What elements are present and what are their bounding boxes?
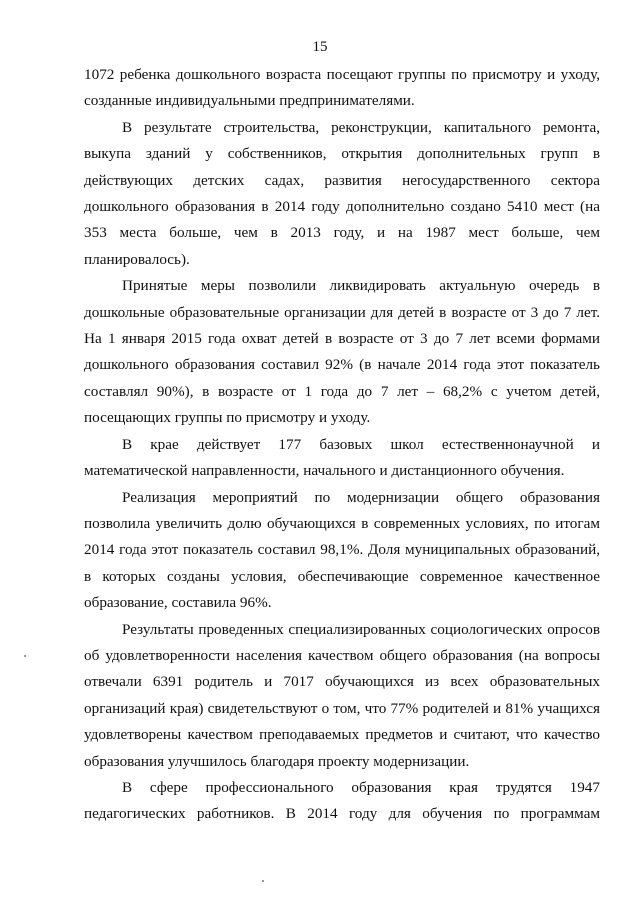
paragraph-7: В сфере профессионального образования края трудятся 1947 педагогических работников. В 2014 году для обучения по программам (84, 778, 600, 823)
paragraph-6: Результаты проведенных специализированных социологических опросов об удовлетворенности населения качеством общего образования (на вопросы отвечали 6391 родитель и 7017 обучающихся из всех образовательных организаций края) свидетельствуют о том, что 77% родителей и 81% учащихся удовлетворены качеством преподаваемых предметов и считают, что качество образования улучшилось благодаря проекту модернизации. (84, 620, 600, 770)
scan-speck (262, 880, 264, 882)
paragraph-5: Реализация мероприятий по модернизации общего образования позволила увеличить долю обучающихся в современных условиях, по итогам 2014 года этот показатель составил 98,1%. Доля муниципальных образований, в которых созданы условия, обеспечивающие современное качественное образование, составила 96%. (84, 488, 600, 612)
scan-speck (24, 655, 26, 657)
body-text (84, 62, 600, 828)
paragraph-3: Принятые меры позволили ликвидировать актуальную очередь в дошкольные образовательные организации для детей в возрасте от 3 до 7 лет. На 1 января 2015 года охват детей в возрасте от 3 до 7 лет всеми формами дошкольного образования составил 92% (в начале 2014 года этот показатель составлял 90%), в возрасте от 1 года до 7 лет – 68,2% с учетом детей, посещающих группы по присмотру и уходу. (84, 277, 600, 427)
paragraph-1: 1072 ребенка дошкольного возраста посещают группы по присмотру и уходу, созданные индивидуальными предпринимателями. (84, 66, 600, 110)
paragraph-2: В результате строительства, реконструкции, капитального ремонта, выкупа зданий у собственников, открытия дополнительных групп в действующих детских садах, развития негосударственного сектора дошкольного образования в 2014 году дополнительно создано 5410 мест (на 353 места больше, чем в 2013 году, и на 1987 мест больше, чем планировалось). (84, 118, 600, 268)
page-number: 15 (312, 39, 328, 55)
paragraph-4: В крае действует 177 базовых школ естественнонаучной и математической направленности, начального и дистанционного обучения. (84, 435, 600, 480)
